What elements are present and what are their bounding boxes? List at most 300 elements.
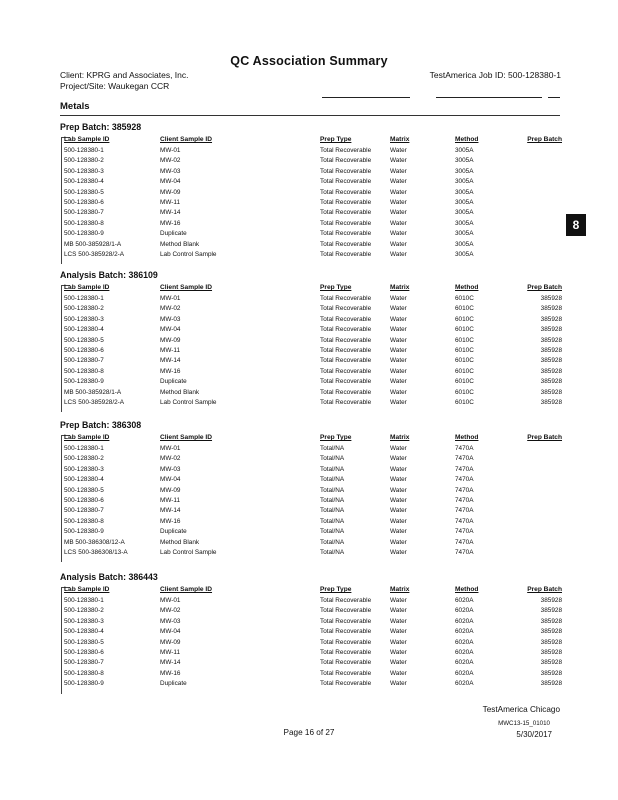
cell-prep-batch: 385928 — [540, 388, 562, 396]
cell-prep-batch: 385928 — [540, 378, 562, 386]
cell-client-sample-id: MW-14 — [160, 357, 181, 365]
cell-matrix: Water — [390, 486, 407, 494]
cell-prep-type: Total Recoverable — [320, 147, 372, 154]
table-row — [0, 251, 618, 261]
cell-client-sample-id: Lab Control Sample — [160, 251, 217, 258]
cell-client-sample-id: Duplicate — [160, 680, 187, 688]
cell-client-sample-id: MW-02 — [160, 607, 181, 615]
table-row — [0, 649, 618, 659]
table-row — [0, 357, 618, 367]
cell-prep-type: Total/NA — [320, 465, 345, 473]
cell-matrix: Water — [390, 617, 407, 625]
column-header-prep-type: Prep Type — [320, 136, 352, 143]
cell-method: 7470A — [455, 497, 474, 504]
column-header-matrix: Matrix — [390, 434, 410, 441]
cell-prep-type: Total/NA — [320, 486, 345, 494]
cell-method: 6010C — [455, 336, 474, 344]
cell-matrix: Water — [390, 209, 407, 217]
cell-prep-type: Total/NA — [320, 445, 345, 452]
cell-matrix: Water — [390, 388, 407, 396]
cell-prep-batch: 385928 — [540, 305, 562, 313]
page-title: QC Association Summary — [230, 54, 388, 68]
cell-client-sample-id: MW-09 — [160, 336, 181, 344]
cell-prep-type: Total Recoverable — [320, 188, 372, 196]
cell-client-sample-id: MW-01 — [160, 445, 181, 452]
cell-matrix: Water — [390, 399, 407, 406]
cell-matrix: Water — [390, 167, 407, 175]
cell-prep-type: Total Recoverable — [320, 305, 372, 313]
cell-matrix: Water — [390, 367, 407, 375]
cell-lab-sample-id: 500-128380-9 — [64, 680, 104, 688]
cell-prep-batch: 385928 — [540, 669, 562, 677]
cell-client-sample-id: Lab Control Sample — [160, 399, 217, 406]
table-row — [0, 680, 618, 690]
cell-client-sample-id: MW-02 — [160, 157, 181, 165]
cell-prep-type: Total Recoverable — [320, 230, 372, 238]
cell-method: 3005A — [455, 209, 474, 217]
cell-client-sample-id: MW-11 — [160, 497, 181, 504]
column-header-matrix: Matrix — [390, 284, 410, 291]
cell-client-sample-id: MW-14 — [160, 507, 181, 515]
column-header-prep-batch: Prep Batch — [527, 136, 562, 143]
table-row — [0, 670, 618, 680]
footer-org: TestAmerica Chicago — [482, 705, 560, 714]
column-header-prep-type: Prep Type — [320, 586, 352, 593]
cell-matrix: Water — [390, 188, 407, 196]
cell-prep-type: Total Recoverable — [320, 336, 372, 344]
cell-prep-batch: 385928 — [540, 347, 562, 354]
cell-lab-sample-id: 500-128380-4 — [64, 476, 104, 484]
table-row — [0, 618, 618, 628]
column-header-prep-batch: Prep Batch — [527, 284, 562, 291]
cell-lab-sample-id: 500-128380-7 — [64, 357, 104, 365]
cell-matrix: Water — [390, 445, 407, 452]
column-header-lab-sample-id: Lab Sample ID — [64, 136, 110, 143]
cell-lab-sample-id: 500-128380-3 — [64, 617, 104, 625]
cell-lab-sample-id: MB 500-385928/1-A — [64, 388, 122, 396]
cell-client-sample-id: MW-09 — [160, 486, 181, 494]
cell-prep-batch: 385928 — [540, 607, 562, 615]
cell-prep-type: Total Recoverable — [320, 649, 372, 656]
cell-lab-sample-id: 500-128380-6 — [64, 649, 104, 656]
header-rule-1 — [322, 97, 410, 98]
footer-date: 5/30/2017 — [516, 730, 552, 739]
column-header-client-sample-id: Client Sample ID — [160, 136, 213, 143]
cell-prep-batch: 385928 — [540, 357, 562, 365]
table-row — [0, 295, 618, 305]
cell-client-sample-id: MW-01 — [160, 597, 181, 604]
cell-matrix: Water — [390, 597, 407, 604]
cell-method: 6010C — [455, 315, 474, 323]
table-row — [0, 199, 618, 209]
table-row — [0, 241, 618, 251]
cell-prep-batch: 385928 — [540, 326, 562, 334]
cell-matrix: Water — [390, 199, 407, 206]
cell-method: 6020A — [455, 597, 474, 604]
cell-prep-type: Total Recoverable — [320, 638, 372, 646]
cell-method: 6020A — [455, 680, 474, 688]
cell-lab-sample-id: LCS 500-385928/2-A — [64, 399, 125, 406]
cell-lab-sample-id: 500-128380-2 — [64, 305, 104, 313]
cell-prep-type: Total Recoverable — [320, 597, 372, 604]
tab-badge: 8 — [566, 214, 586, 236]
batch-title: Analysis Batch: 386109 — [60, 270, 158, 280]
cell-client-sample-id: MW-04 — [160, 628, 181, 636]
cell-prep-type: Total Recoverable — [320, 659, 372, 667]
cell-prep-type: Total Recoverable — [320, 607, 372, 615]
cell-lab-sample-id: 500-128380-7 — [64, 209, 104, 217]
table-row — [0, 539, 618, 549]
cell-client-sample-id: Lab Control Sample — [160, 549, 217, 556]
cell-prep-type: Total Recoverable — [320, 167, 372, 175]
table-row — [0, 466, 618, 476]
cell-matrix: Water — [390, 378, 407, 386]
cell-matrix: Water — [390, 538, 407, 546]
cell-lab-sample-id: 500-128380-6 — [64, 199, 104, 206]
cell-lab-sample-id: 500-128380-2 — [64, 607, 104, 615]
section-name: Metals — [60, 101, 90, 112]
cell-client-sample-id: MW-11 — [160, 199, 181, 206]
cell-lab-sample-id: 500-128380-9 — [64, 230, 104, 238]
table-row — [0, 189, 618, 199]
cell-method: 7470A — [455, 476, 474, 484]
cell-client-sample-id: MW-11 — [160, 649, 181, 656]
cell-lab-sample-id: LCS 500-386308/13-A — [64, 549, 128, 556]
cell-lab-sample-id: LCS 500-385928/2-A — [64, 251, 125, 258]
cell-prep-type: Total Recoverable — [320, 209, 372, 217]
cell-matrix: Water — [390, 219, 407, 227]
client-name: Client: KPRG and Associates, Inc. — [60, 70, 189, 80]
cell-method: 7470A — [455, 455, 474, 463]
table-row — [0, 639, 618, 649]
cell-lab-sample-id: MB 500-385928/1-A — [64, 240, 122, 248]
cell-lab-sample-id: 500-128380-4 — [64, 628, 104, 636]
cell-matrix: Water — [390, 517, 407, 525]
cell-method: 6020A — [455, 649, 474, 656]
cell-matrix: Water — [390, 157, 407, 165]
table-row — [0, 368, 618, 378]
cell-client-sample-id: MW-03 — [160, 617, 181, 625]
cell-lab-sample-id: 500-128380-6 — [64, 497, 104, 504]
cell-method: 6010C — [455, 399, 474, 406]
cell-method: 6010C — [455, 367, 474, 375]
cell-lab-sample-id: 500-128380-6 — [64, 347, 104, 354]
project-site: Project/Site: Waukegan CCR — [60, 81, 170, 91]
cell-lab-sample-id: 500-128380-9 — [64, 378, 104, 386]
cell-lab-sample-id: 500-128380-2 — [64, 455, 104, 463]
cell-prep-type: Total Recoverable — [320, 315, 372, 323]
cell-lab-sample-id: 500-128380-7 — [64, 659, 104, 667]
cell-prep-type: Total Recoverable — [320, 378, 372, 386]
cell-method: 6010C — [455, 357, 474, 365]
cell-prep-type: Total/NA — [320, 497, 345, 504]
table-row — [0, 659, 618, 669]
cell-client-sample-id: MW-14 — [160, 209, 181, 217]
cell-method: 7470A — [455, 528, 474, 536]
cell-client-sample-id: MW-11 — [160, 347, 181, 354]
batch-title: Analysis Batch: 386443 — [60, 572, 158, 582]
cell-prep-type: Total Recoverable — [320, 617, 372, 625]
cell-client-sample-id: MW-14 — [160, 659, 181, 667]
cell-method: 3005A — [455, 178, 474, 186]
cell-prep-type: Total Recoverable — [320, 388, 372, 396]
column-header-prep-type: Prep Type — [320, 284, 352, 291]
cell-prep-type: Total Recoverable — [320, 295, 372, 302]
cell-matrix: Water — [390, 476, 407, 484]
cell-method: 6020A — [455, 638, 474, 646]
cell-client-sample-id: MW-16 — [160, 669, 181, 677]
cell-prep-batch: 385928 — [540, 295, 562, 302]
cell-matrix: Water — [390, 669, 407, 677]
cell-lab-sample-id: 500-128380-3 — [64, 315, 104, 323]
cell-prep-type: Total/NA — [320, 517, 345, 525]
cell-prep-type: Total Recoverable — [320, 628, 372, 636]
cell-client-sample-id: MW-16 — [160, 367, 181, 375]
cell-client-sample-id: MW-03 — [160, 315, 181, 323]
cell-matrix: Water — [390, 628, 407, 636]
cell-prep-type: Total/NA — [320, 538, 345, 546]
cell-method: 7470A — [455, 465, 474, 473]
table-row — [0, 337, 618, 347]
cell-matrix: Water — [390, 465, 407, 473]
table-row — [0, 487, 618, 497]
table-row — [0, 209, 618, 219]
table-row — [0, 316, 618, 326]
section-rule — [60, 115, 560, 116]
cell-method: 3005A — [455, 157, 474, 165]
cell-method: 3005A — [455, 167, 474, 175]
cell-matrix: Water — [390, 178, 407, 186]
cell-client-sample-id: MW-02 — [160, 305, 181, 313]
cell-prep-type: Total Recoverable — [320, 347, 372, 354]
cell-client-sample-id: MW-04 — [160, 178, 181, 186]
table-row — [0, 147, 618, 157]
column-header-matrix: Matrix — [390, 136, 410, 143]
cell-lab-sample-id: 500-128380-8 — [64, 669, 104, 677]
cell-method: 7470A — [455, 445, 474, 452]
footer-page-number: Page 16 of 27 — [283, 728, 335, 737]
cell-prep-type: Total Recoverable — [320, 157, 372, 165]
cell-client-sample-id: Method Blank — [160, 538, 200, 546]
cell-lab-sample-id: 500-128380-5 — [64, 638, 104, 646]
cell-matrix: Water — [390, 549, 407, 556]
table-row — [0, 528, 618, 538]
cell-prep-type: Total Recoverable — [320, 326, 372, 334]
cell-prep-batch: 385928 — [540, 638, 562, 646]
table-row — [0, 230, 618, 240]
cell-lab-sample-id: 500-128380-8 — [64, 517, 104, 525]
cell-method: 6020A — [455, 607, 474, 615]
table-row — [0, 518, 618, 528]
cell-matrix: Water — [390, 336, 407, 344]
cell-matrix: Water — [390, 638, 407, 646]
header-left — [60, 70, 189, 92]
cell-prep-type: Total/NA — [320, 476, 345, 484]
batch-title: Prep Batch: 386308 — [60, 420, 142, 430]
cell-prep-type: Total/NA — [320, 507, 345, 515]
cell-prep-type: Total Recoverable — [320, 251, 372, 258]
cell-client-sample-id: MW-04 — [160, 476, 181, 484]
cell-prep-batch: 385928 — [540, 367, 562, 375]
cell-matrix: Water — [390, 230, 407, 238]
cell-client-sample-id: MW-09 — [160, 638, 181, 646]
cell-method: 7470A — [455, 549, 474, 556]
column-header-client-sample-id: Client Sample ID — [160, 284, 213, 291]
column-header-method: Method — [455, 434, 479, 441]
cell-method: 6020A — [455, 617, 474, 625]
cell-method: 3005A — [455, 199, 474, 206]
job-id: TestAmerica Job ID: 500-128380-1 — [429, 70, 561, 80]
cell-lab-sample-id: 500-128380-9 — [64, 528, 104, 536]
cell-client-sample-id: Method Blank — [160, 388, 200, 396]
table-row — [0, 445, 618, 455]
footer-doc-id: MWC13-15_01010 — [498, 720, 550, 727]
cell-matrix: Water — [390, 649, 407, 656]
cell-matrix: Water — [390, 455, 407, 463]
cell-lab-sample-id: 500-128380-1 — [64, 445, 104, 452]
cell-lab-sample-id: 500-128380-4 — [64, 178, 104, 186]
cell-matrix: Water — [390, 251, 407, 258]
column-header-method: Method — [455, 136, 479, 143]
cell-matrix: Water — [390, 497, 407, 504]
cell-lab-sample-id: MB 500-386308/12-A — [64, 538, 125, 546]
table-row — [0, 549, 618, 559]
cell-matrix: Water — [390, 607, 407, 615]
cell-prep-batch: 385928 — [540, 617, 562, 625]
cell-method: 3005A — [455, 230, 474, 238]
cell-lab-sample-id: 500-128380-4 — [64, 326, 104, 334]
cell-client-sample-id: MW-01 — [160, 295, 181, 302]
cell-method: 3005A — [455, 219, 474, 227]
cell-method: 7470A — [455, 486, 474, 494]
cell-matrix: Water — [390, 295, 407, 302]
column-header-client-sample-id: Client Sample ID — [160, 586, 213, 593]
cell-lab-sample-id: 500-128380-1 — [64, 597, 104, 604]
cell-prep-batch: 385928 — [540, 659, 562, 667]
cell-client-sample-id: MW-02 — [160, 455, 181, 463]
cell-client-sample-id: Duplicate — [160, 230, 187, 238]
column-header-lab-sample-id: Lab Sample ID — [64, 586, 110, 593]
column-header-method: Method — [455, 586, 479, 593]
cell-lab-sample-id: 500-128380-2 — [64, 157, 104, 165]
cell-matrix: Water — [390, 147, 407, 154]
cell-prep-batch: 385928 — [540, 336, 562, 344]
cell-prep-batch: 385928 — [540, 399, 562, 406]
table-row — [0, 607, 618, 617]
column-header-prep-type: Prep Type — [320, 434, 352, 441]
cell-method: 7470A — [455, 538, 474, 546]
cell-prep-type: Total/NA — [320, 528, 345, 536]
cell-method: 3005A — [455, 251, 474, 258]
batch-title: Prep Batch: 385928 — [60, 122, 142, 132]
table-row — [0, 378, 618, 388]
cell-client-sample-id: MW-04 — [160, 326, 181, 334]
table-row — [0, 347, 618, 357]
column-header-matrix: Matrix — [390, 586, 410, 593]
column-header-lab-sample-id: Lab Sample ID — [64, 434, 110, 441]
table-row — [0, 628, 618, 638]
header-rule-3 — [548, 97, 560, 98]
cell-client-sample-id: Duplicate — [160, 378, 187, 386]
cell-matrix: Water — [390, 659, 407, 667]
cell-lab-sample-id: 500-128380-5 — [64, 336, 104, 344]
cell-matrix: Water — [390, 326, 407, 334]
cell-lab-sample-id: 500-128380-7 — [64, 507, 104, 515]
cell-method: 6010C — [455, 305, 474, 313]
table-row — [0, 507, 618, 517]
cell-prep-batch: 385928 — [540, 597, 562, 604]
table-row — [0, 168, 618, 178]
cell-prep-type: Total/NA — [320, 549, 345, 556]
cell-matrix: Water — [390, 347, 407, 354]
cell-matrix: Water — [390, 507, 407, 515]
cell-lab-sample-id: 500-128380-5 — [64, 486, 104, 494]
column-header-prep-batch: Prep Batch — [527, 586, 562, 593]
cell-client-sample-id: MW-16 — [160, 517, 181, 525]
table-row — [0, 455, 618, 465]
column-header-lab-sample-id: Lab Sample ID — [64, 284, 110, 291]
cell-method: 6010C — [455, 388, 474, 396]
cell-prep-type: Total Recoverable — [320, 399, 372, 406]
cell-method: 6020A — [455, 628, 474, 636]
cell-method: 6020A — [455, 659, 474, 667]
cell-method: 6010C — [455, 378, 474, 386]
cell-lab-sample-id: 500-128380-8 — [64, 367, 104, 375]
table-row — [0, 178, 618, 188]
table-row — [0, 305, 618, 315]
cell-client-sample-id: MW-03 — [160, 167, 181, 175]
table-row — [0, 220, 618, 230]
cell-method: 3005A — [455, 188, 474, 196]
cell-prep-type: Total Recoverable — [320, 357, 372, 365]
cell-prep-type: Total Recoverable — [320, 178, 372, 186]
cell-prep-type: Total Recoverable — [320, 219, 372, 227]
cell-matrix: Water — [390, 680, 407, 688]
cell-matrix: Water — [390, 315, 407, 323]
cell-client-sample-id: Method Blank — [160, 240, 200, 248]
column-header-method: Method — [455, 284, 479, 291]
cell-method: 3005A — [455, 147, 474, 154]
header-rule-2 — [436, 97, 542, 98]
cell-prep-batch: 385928 — [540, 649, 562, 656]
cell-method: 6020A — [455, 669, 474, 677]
cell-matrix: Water — [390, 240, 407, 248]
cell-client-sample-id: MW-01 — [160, 147, 181, 154]
cell-prep-type: Total Recoverable — [320, 199, 372, 206]
table-row — [0, 497, 618, 507]
table-row — [0, 597, 618, 607]
table-row — [0, 399, 618, 409]
cell-method: 7470A — [455, 507, 474, 515]
cell-prep-type: Total Recoverable — [320, 669, 372, 677]
cell-prep-type: Total Recoverable — [320, 367, 372, 375]
table-row — [0, 157, 618, 167]
cell-prep-batch: 385928 — [540, 628, 562, 636]
cell-lab-sample-id: 500-128380-3 — [64, 167, 104, 175]
cell-matrix: Water — [390, 357, 407, 365]
cell-prep-type: Total/NA — [320, 455, 345, 463]
cell-lab-sample-id: 500-128380-1 — [64, 147, 104, 154]
table-row — [0, 389, 618, 399]
cell-prep-type: Total Recoverable — [320, 240, 372, 248]
cell-matrix: Water — [390, 305, 407, 313]
cell-client-sample-id: Duplicate — [160, 528, 187, 536]
cell-matrix: Water — [390, 528, 407, 536]
cell-lab-sample-id: 500-128380-8 — [64, 219, 104, 227]
column-header-prep-batch: Prep Batch — [527, 434, 562, 441]
table-row — [0, 476, 618, 486]
cell-method: 7470A — [455, 517, 474, 525]
